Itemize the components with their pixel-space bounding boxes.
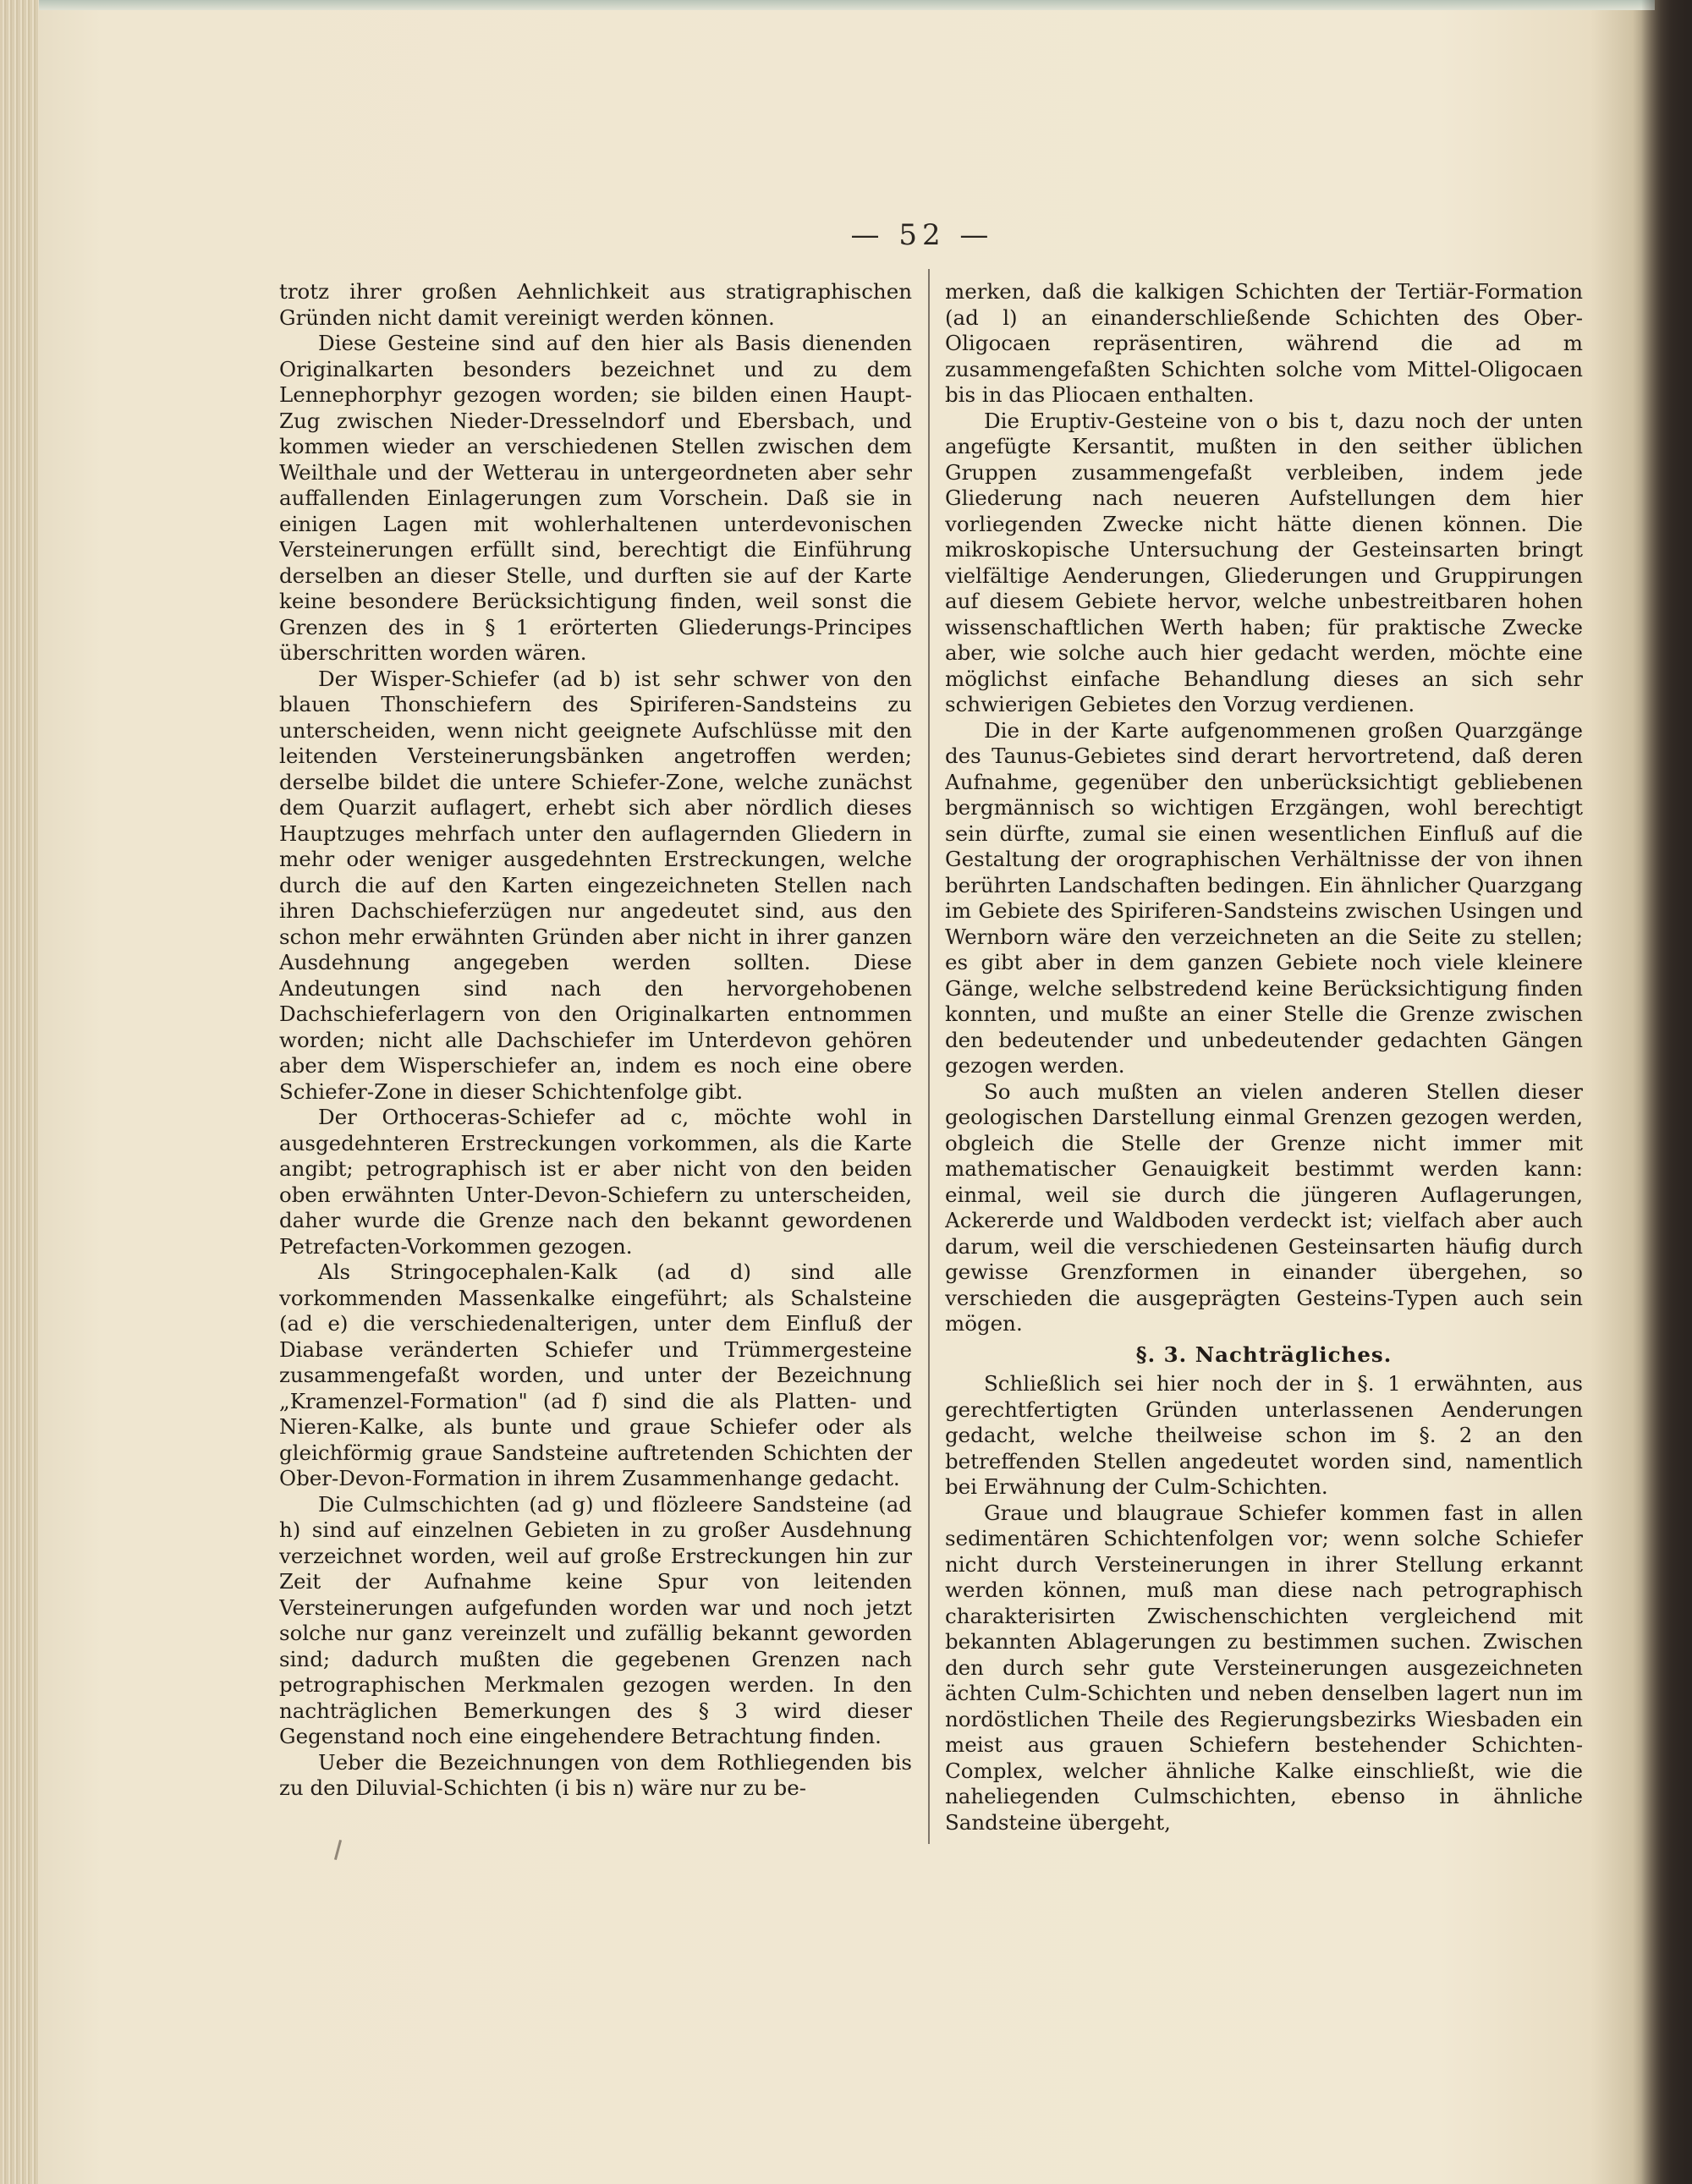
paragraph: Graue und blaugraue Schiefer kommen fast in allen sedimentären Schichtenfolgen vor; wenn solche Schiefer nicht durch Versteinerungen in ihrer Stellung erkannt werden können, muß man diese nach petrographisch charakterisirten Zwischenschichten vergleichend mit bekannten Ablagerungen zu bestimmen suchen. Zwischen den durch sehr gute Versteinerungen ausgezeichneten ächten Culm-Schichten und neben denselben lagert nun im nordöstlichen Theile des Regierungsbezirks Wiesbaden ein meist aus grauen Schiefern bestehender Schichten-Complex, welcher ähnliche Kalke einschließt, wie die naheliegenden Culmschichten, ebenso in ähnliche Sandsteine übergeht, [945, 1500, 1583, 1835]
paragraph: Als Stringocephalen-Kalk (ad d) sind alle vorkommenden Massenkalke eingeführt; als Schalsteine (ad e) die verschiedenalterigen, unter dem Einfluß der Diabase veränderten Schiefer und Trümmergesteine zusammengefaßt worden, und unter der Bezeichnung „Kramenzel-Formation" (ad f) sind die als Platten- und Nieren-Kalke, als bunte und graue Schiefer oder als gleichförmig graue Sandsteine auftretenden Schichten der Ober-Devon-Formation in ihrem Zusammenhange gedacht. [279, 1259, 912, 1490]
paragraph: merken, daß die kalkigen Schichten der Tertiär-Formation (ad l) an einanderschließende Schichten des Ober-Oligocaen repräsentiren, während die ad m zusammengefaßten Schichten solche vom Mittel-Oligocaen bis in das Pliocaen enthalten. [945, 279, 1583, 407]
paragraph: Schließlich sei hier noch der in §. 1 erwähnten, aus gerechtfertigten Gründen unterlassenen Aenderungen gedacht, welche theilweise schon im §. 2 an den betreffenden Stellen angedeutet worden sind, namentlich bei Erwähnung der Culm-Schichten. [945, 1371, 1583, 1499]
paragraph: Die in der Karte aufgenommenen großen Quarzgänge des Taunus-Gebietes sind derart hervortretend, daß deren Aufnahme, gegenüber den unberücksichtigt gebliebenen bergmännisch so wichtigen Erzgängen, wohl berechtigt sein dürfte, zumal sie einen wesentlichen Einfluß auf die Gestaltung der orographischen Verhältnisse der von ihnen berührten Landschaften bedingen. Ein ähnlicher Quarzgang im Gebiete des Spiriferen-Sandsteins zwischen Usingen und Wernborn wäre den verzeichneten an die Seite zu stellen; es gibt aber in dem ganzen Gebiete noch viele kleinere Gänge, welche selbstredend keine Berücksichtigung finden konnten, und mußte an einer Stelle die Grenze zwischen den bedeutender und unbedeutender gedachten Gängen gezogen werden. [945, 717, 1583, 1078]
paragraph: Die Culmschichten (ad g) und flözleere Sandsteine (ad h) sind auf einzelnen Gebieten in zu großer Ausdehnung verzeichnet worden, weil auf große Erstreckungen hin zur Zeit der Aufnahme keine Spur von leitenden Versteinerungen aufgefunden worden war und noch jetzt solche nur ganz vereinzelt und zufällig bekannt geworden sind; dadurch mußten die gegebenen Grenzen nach petrographischen Merkmalen gezogen werden. In den nachträglichen Bemerkungen des § 3 wird dieser Gegenstand noch eine eingehendere Betrachtung finden. [279, 1491, 912, 1748]
left-column [279, 279, 912, 1852]
paragraph: Der Orthoceras-Schiefer ad c, möchte wohl in ausgedehnteren Erstreckungen vorkommen, als die Karte angibt; petrographisch ist er aber nicht von den beiden oben erwähnten Unter-Devon-Schiefern zu unterscheiden, daher wurde die Grenze nach den bekannt gewordenen Petrefacten-Vorkommen gezogen. [279, 1105, 912, 1259]
section-heading: §. 3. Nachträgliches. [1135, 1342, 1393, 1367]
page-stack-edge [0, 0, 39, 2184]
column-divider [928, 269, 930, 1844]
right-column [945, 279, 1583, 1852]
paragraph: Die Eruptiv-Gesteine von o bis t, dazu noch der unten angefügte Kersantit, mußten in den seither üblichen Gruppen zusammengefaßt verbleiben, indem jede Gliederung nach neueren Aufstellungen dem hier vorliegenden Zwecke nicht hätte dienen können. Die mikroskopische Untersuchung der Gesteinsarten bringt vielfältige Aenderungen, Gliederungen und Gruppirungen auf diesem Gebiete hervor, welche unbestreitbaren hohen wissenschaftlichen Werth haben; für praktische Zwecke aber, wie solche auch hier gedacht werden, möchte eine möglichst einfache Behandlung dieses an sich sehr schwierigen Gebietes den Vorzug verdienen. [945, 408, 1583, 716]
top-edge [39, 0, 1655, 10]
binding-shadow [1641, 0, 1692, 2184]
paragraph: Diese Gesteine sind auf den hier als Basis dienenden Originalkarten besonders bezeichnet und zu dem Lennephorphyr gezogen worden; sie bilden einen Haupt-Zug zwischen Nieder-Dresselndorf und Ebersbach, und kommen wieder an verschiedenen Stellen zwischen dem Weilthale und der Wetterau in untergeordneten aber sehr auffallenden Einlagerungen zum Vorschein. Daß sie in einigen Lagen mit wohlerhaltenen unterdevonischen Versteinerungen erfüllt sind, berechtigt die Einführung derselben an dieser Stelle, und durften sie auf der Karte keine besondere Berücksichtigung finden, weil sonst die Grenzen des in § 1 erörterten Gliederungs-Principes überschritten worden wären. [279, 331, 912, 665]
paragraph: Ueber die Bezeichnungen von dem Rothliegenden bis zu den Diluvial-Schichten (i bis n) wäre nur zu be- [279, 1749, 912, 1800]
paragraph: Der Wisper-Schiefer (ad b) ist sehr schwer von den blauen Thonschiefern des Spiriferen-Sandsteins zu unterscheiden, wenn nicht geeignete Aufschlüsse mit den leitenden Versteinerungsbänken angetroffen werden; derselbe bildet die untere Schiefer-Zone, welche zunächst dem Quarzit auflagert, erhebt sich aber nördlich dieses Hauptzuges mehrfach unter den auflagernden Gliedern in mehr oder weniger ausgedehnten Erstreckungen, welche durch die auf den Karten eingezeichneten Stellen nach ihren Dachschieferzügen nur angedeutet sind, aus den schon mehr erwähnten Gründen aber nicht in ihrer ganzen Ausdehnung angegeben werden sollten. Diese Andeutungen sind nach den hervorgehobenen Dachschieferlagern von den Originalkarten entnommen worden; nicht alle Dachschiefer im Unterdevon gehören aber dem Wisperschiefer an, indem es noch eine obere Schiefer-Zone in dieser Schichtenfolge gibt. [279, 666, 912, 1104]
paragraph: trotz ihrer großen Aehnlichkeit aus stratigraphischen Gründen nicht damit vereinigt werden können. [279, 279, 912, 330]
paragraph: So auch mußten an vielen anderen Stellen dieser geologischen Darstellung einmal Grenzen gezogen werden, obgleich die Stelle der Grenze nicht immer mit mathematischer Genauigkeit bestimmt werden kann: einmal, weil sie durch die jüngeren Auflagerungen, Ackererde und Waldboden verdeckt ist; vielfach aber auch darum, weil die verschiedenen Gesteinsarten häufig durch gewisse Grenzformen in einander übergehen, so verschieden die ausgeprägten Gesteins-Typen auch sein mögen. [945, 1078, 1583, 1336]
page-number: — 52 — [850, 218, 994, 252]
